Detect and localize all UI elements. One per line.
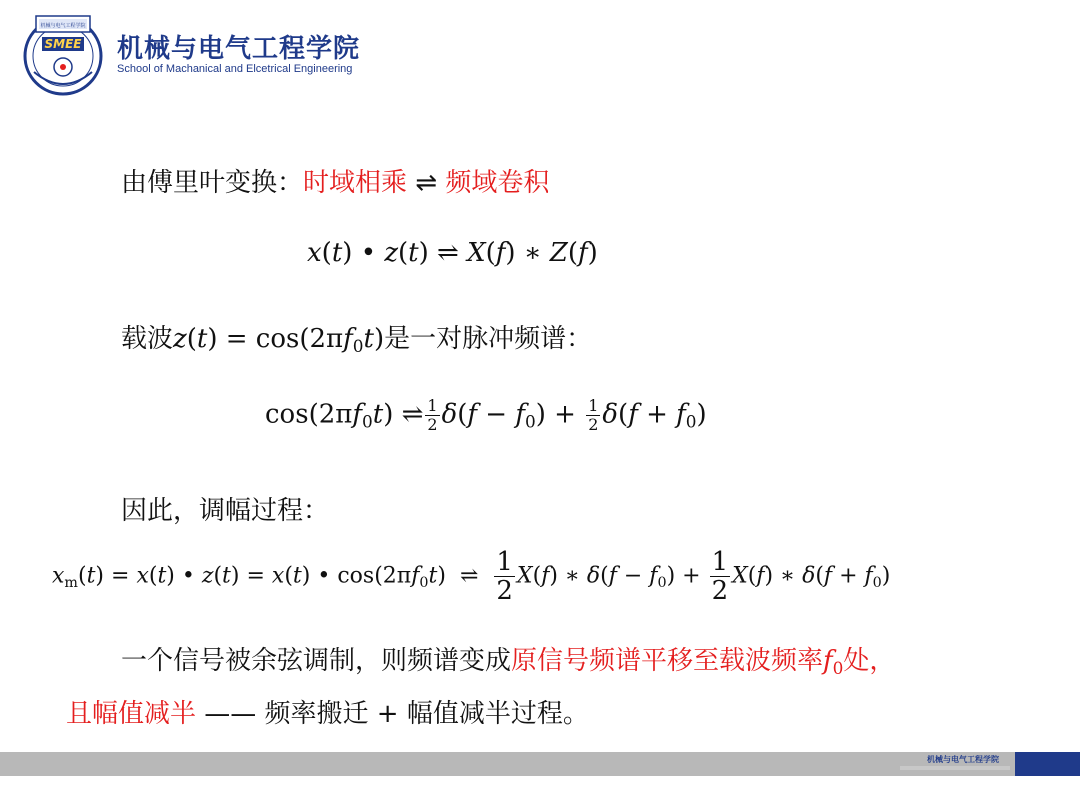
school-name-cn: 机械与电气工程学院 (117, 34, 361, 64)
school-logo-icon (22, 12, 104, 96)
fraction-half-large: $\frac{1}{2}$ (496, 547, 513, 606)
carrier-label: 载波 (121, 324, 174, 354)
process-summary: —— 频率搬迁 + 幅值减半过程。 (196, 699, 589, 729)
equation-modulation: $x_m(t) = x(t)$ • z(t) = x(t) • $\cos(2\pi f_0t)$ ⇌ $\frac{1}{2}$ X(f) ∗ $\delta(f - f_0)$ + $\frac{1}{2}$ X(f) ∗ $\delta(f + f_0)$ (52, 547, 891, 606)
footer-school-name: 机械与电气工程学院 (927, 755, 999, 764)
time-multiply-text: 时域相乘 (303, 168, 408, 198)
conclusion-text: 一个信号被余弦调制，则频谱变成 (121, 646, 512, 676)
fraction-half: $\frac{1}{2}$ (427, 396, 438, 434)
footer-bar (0, 752, 1080, 776)
fourier-statement (121, 162, 549, 199)
conclusion-highlight-end: 处， (843, 646, 896, 676)
transform-pair-symbol: ⇌ (415, 168, 438, 198)
carrier-formula: $z(t) = \cos(2\pi f_0t)$ (173, 324, 385, 357)
equation-cosine-spectrum: $\cos(2\pi f_0t)$ ⇌ $\frac{1}{2}$ $\delta(f - f_0)$ + $\frac{1}{2}$ $\delta(f + f_0)$ (265, 396, 707, 434)
logo-cn-text: 机械与电气工程学院 (40, 23, 86, 29)
carrier-description: 是一对脉冲频谱： (384, 324, 593, 354)
conclusion-highlight: 原信号频谱平移至载波频率 (511, 646, 824, 676)
am-process-heading: 因此，调幅过程： (121, 496, 330, 526)
fraction-half: $\frac{1}{2}$ (588, 396, 599, 434)
equation-product-convolution: x(t) • z(t) ⇌ X(f) ∗ Z(f) (307, 238, 598, 268)
logo-smee-text: SMEE (44, 37, 82, 51)
conclusion-line-2 (66, 693, 589, 730)
fraction-half-large: $\frac{1}{2}$ (711, 547, 729, 606)
freq-convolve-text: 频域卷积 (445, 168, 550, 198)
statement-label: 由傅里叶变换： (121, 168, 304, 198)
footer-subtitle-line (900, 766, 1010, 770)
footer-accent (1015, 752, 1080, 776)
slide-header (0, 0, 1080, 110)
school-name-en: School of Machanical and Elcetrical Engineering (117, 63, 353, 75)
amplitude-halved-text: 且幅值减半 (66, 699, 197, 729)
conclusion-line-1 (121, 640, 895, 678)
carrier-frequency-symbol: $f_0$ (823, 646, 844, 679)
carrier-statement (121, 318, 592, 356)
